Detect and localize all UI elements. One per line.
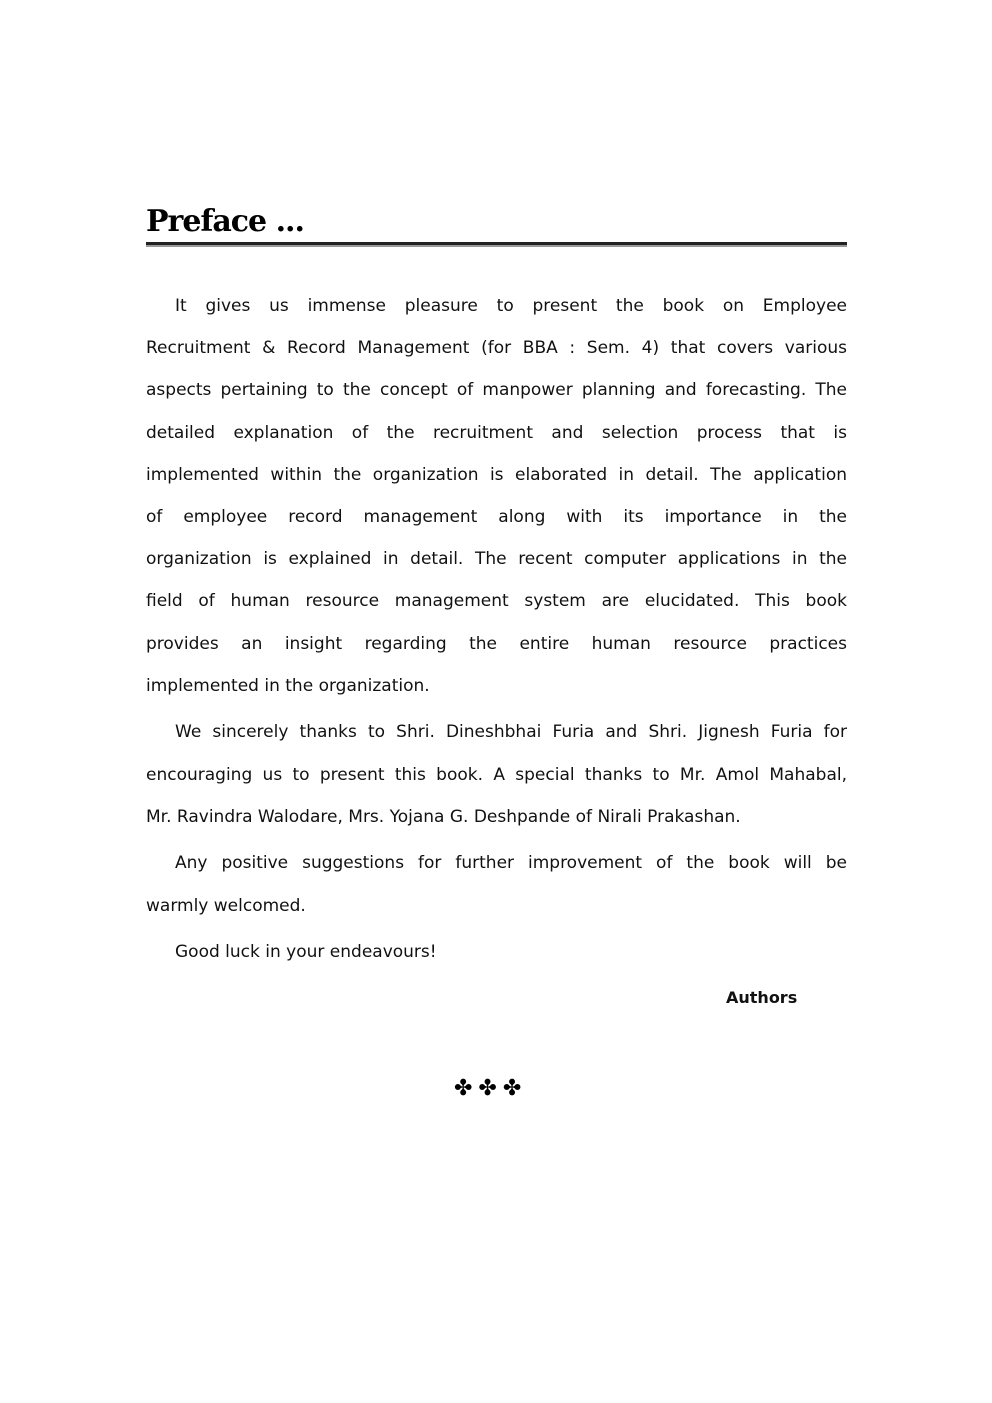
text-line: Recruitment & Record Management (for BBA : Sem. 4) that covers various: [146, 338, 847, 359]
text-line: Good luck in your endeavours!: [175, 942, 437, 963]
text-line: It gives us immense pleasure to present the book on Employee: [175, 296, 847, 316]
text-line: of employee record management along with its importance in the: [146, 506, 847, 527]
preface-body: [146, 292, 847, 985]
paragraph: [146, 938, 847, 980]
text-line: detailed explanation of the recruitment and selection process that is: [146, 422, 847, 443]
text-line: Any positive suggestions for further improvement of the book will be: [175, 853, 847, 874]
text-line: encouraging us to present this book. A special thanks to Mr. Amol Mahabal,: [146, 764, 847, 785]
ornament-icon: ✤✤✤: [454, 1076, 528, 1101]
text-line: Mr. Ravindra Walodare, Mrs. Yojana G. Deshpande of Nirali Prakashan.: [146, 806, 741, 827]
signature: Authors: [726, 988, 798, 1007]
text-line: provides an insight regarding the entire human resource practices: [146, 633, 847, 654]
text-line: organization is explained in detail. The recent computer applications in the: [146, 549, 847, 570]
text-line: field of human resource management system are elucidated. This book: [146, 591, 847, 612]
text-line: implemented within the organization is elaborated in detail. The application: [146, 464, 847, 485]
text-line: implemented in the organization.: [146, 675, 430, 696]
text-line: aspects pertaining to the concept of manpower planning and forecasting. The: [146, 380, 847, 401]
page-title: Preface ...: [146, 204, 304, 239]
title-divider: [146, 242, 847, 247]
paragraph: [146, 849, 847, 933]
paragraph: [146, 292, 847, 714]
paragraph: [146, 718, 847, 845]
text-line: warmly welcomed.: [146, 895, 306, 916]
text-line: We sincerely thanks to Shri. Dineshbhai Furia and Shri. Jignesh Furia for: [175, 722, 847, 743]
